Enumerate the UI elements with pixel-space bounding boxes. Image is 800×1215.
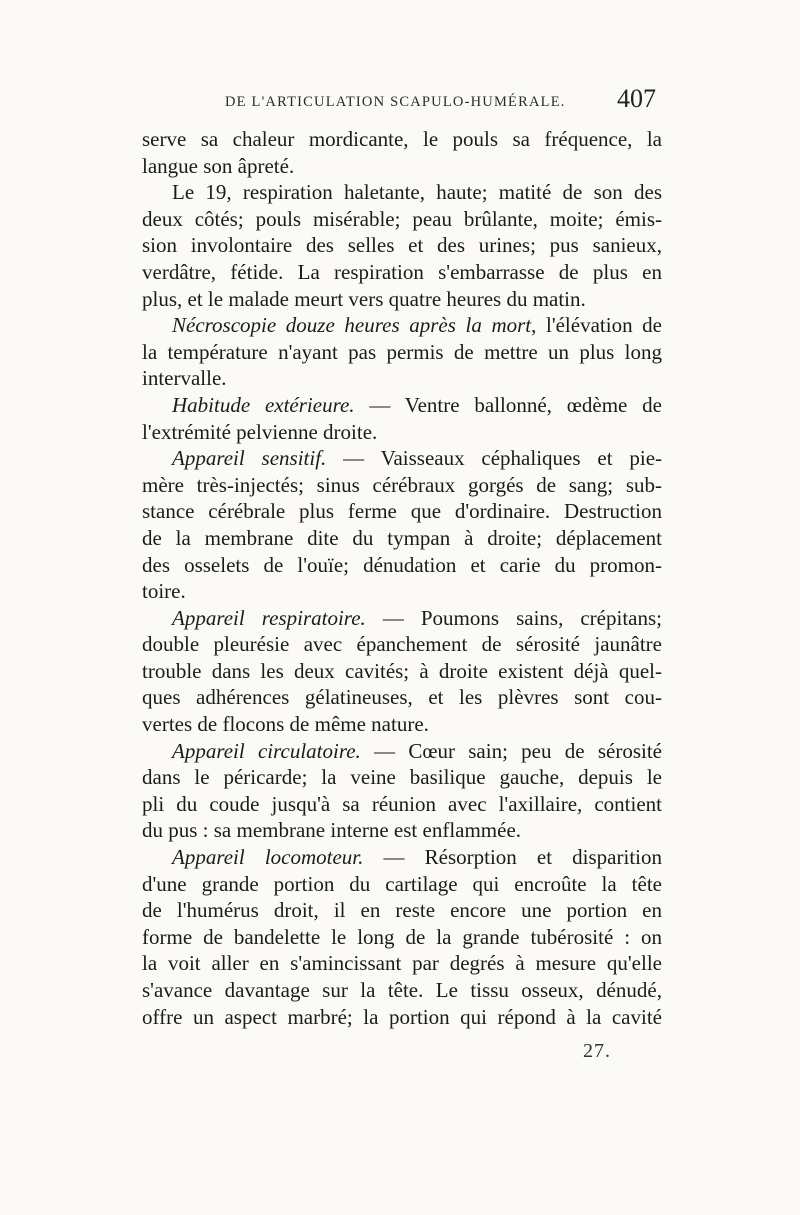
text-line bbox=[142, 631, 662, 658]
text-line bbox=[142, 764, 662, 791]
line-text: double pleurésie avec épanchement de sérosité jaunâtre bbox=[142, 632, 662, 657]
line-text: sion involontaire des selles et des urines; pus sanieux, bbox=[142, 233, 662, 258]
text-line bbox=[142, 498, 662, 525]
line-text: dans le péricarde; la veine basilique gauche, depuis le bbox=[142, 765, 662, 790]
line-text: Le 19, respiration haletante, haute; matité de son des bbox=[172, 180, 662, 205]
text-line bbox=[142, 711, 662, 738]
text-line bbox=[142, 179, 662, 206]
line-text: des osselets de l'ouïe; dénudation et carie du promon- bbox=[142, 552, 662, 577]
line-text: toire. bbox=[142, 579, 186, 604]
text-line bbox=[142, 392, 662, 419]
text-line bbox=[142, 950, 662, 977]
line-text: — Ventre ballonné, œdème de bbox=[354, 392, 662, 417]
text-line bbox=[142, 977, 662, 1004]
line-text: stance cérébrale plus ferme que d'ordinaire. Destruction bbox=[142, 499, 662, 524]
section-heading: Appareil sensitif. bbox=[172, 446, 327, 471]
line-text: trouble dans les deux cavités; à droite existent déjà quel- bbox=[142, 658, 662, 683]
text-line bbox=[142, 605, 662, 632]
line-text: deux côtés; pouls misérable; peau brûlante, moite; émis- bbox=[142, 206, 662, 231]
body-text bbox=[142, 126, 662, 1030]
line-text: mère très-injectés; sinus cérébraux gorgés de sang; sub- bbox=[142, 472, 662, 497]
text-line bbox=[142, 365, 662, 392]
text-line bbox=[142, 658, 662, 685]
line-text: offre un aspect marbré; la portion qui répond à la cavité bbox=[142, 1004, 662, 1029]
text-line bbox=[142, 578, 662, 605]
line-text: d'une grande portion du cartilage qui encroûte la tête bbox=[142, 871, 662, 896]
text-line bbox=[142, 232, 662, 259]
text-line bbox=[142, 924, 662, 951]
text-line bbox=[142, 817, 662, 844]
text-line bbox=[142, 312, 662, 339]
text-line bbox=[142, 472, 662, 499]
line-text: — Cœur sain; peu de sérosité bbox=[360, 738, 662, 763]
text-line bbox=[142, 206, 662, 233]
text-line bbox=[142, 791, 662, 818]
text-line bbox=[142, 897, 662, 924]
text-line bbox=[142, 684, 662, 711]
text-line bbox=[142, 1004, 662, 1031]
line-text: — Poumons sains, crépitans; bbox=[365, 605, 662, 630]
line-text: la voit aller en s'amincissant par degrés à mesure qu'elle bbox=[142, 951, 662, 976]
text-line bbox=[142, 552, 662, 579]
line-text: l'extrémité pelvienne droite. bbox=[142, 419, 378, 444]
section-heading: Appareil locomoteur. bbox=[172, 845, 364, 870]
text-line bbox=[142, 339, 662, 366]
line-text: serve sa chaleur mordicante, le pouls sa fréquence, la bbox=[142, 127, 662, 151]
line-text: de la membrane dite du tympan à droite; déplacement bbox=[142, 525, 662, 550]
text-line bbox=[142, 126, 662, 153]
text-line bbox=[142, 738, 662, 765]
section-heading: Appareil respiratoire. bbox=[172, 605, 366, 630]
line-text: — Vaisseaux céphaliques et pie- bbox=[326, 446, 662, 471]
section-heading: Habitude extérieure. bbox=[172, 392, 355, 417]
line-text: langue son âpreté. bbox=[142, 153, 295, 178]
section-heading: Nécroscopie douze heures après la mort bbox=[172, 313, 532, 338]
text-line bbox=[142, 844, 662, 871]
line-text: , l'élévation de bbox=[531, 313, 662, 338]
text-line bbox=[142, 419, 662, 446]
running-title: DE L'ARTICULATION SCAPULO-HUMÉRALE. bbox=[225, 94, 566, 110]
text-line bbox=[142, 525, 662, 552]
line-text: verdâtre, fétide. La respiration s'embarrasse de plus en bbox=[142, 259, 662, 284]
line-text: vertes de flocons de même nature. bbox=[142, 712, 429, 737]
signature-mark: 27. bbox=[583, 1040, 611, 1062]
line-text: pli du coude jusqu'à sa réunion avec l'axillaire, contient bbox=[142, 791, 662, 816]
text-line bbox=[142, 153, 662, 180]
line-text: intervalle. bbox=[142, 366, 227, 391]
text-line bbox=[142, 286, 662, 313]
section-heading: Appareil circulatoire. bbox=[172, 738, 361, 763]
text-line bbox=[142, 871, 662, 898]
line-text: de l'humérus droit, il en reste encore une portion en bbox=[142, 898, 662, 923]
line-text: s'avance davantage sur la tête. Le tissu osseux, dénudé, bbox=[142, 978, 662, 1002]
line-text: plus, et le malade meurt vers quatre heures du matin. bbox=[142, 286, 586, 311]
text-line bbox=[142, 445, 662, 472]
text-line bbox=[142, 259, 662, 286]
line-text: du pus : sa membrane interne est enflammée. bbox=[142, 818, 522, 843]
line-text: forme de bandelette le long de la grande tubérosité : on bbox=[142, 924, 662, 949]
line-text: ques adhérences gélatineuses, et les plèvres sont cou- bbox=[142, 685, 662, 710]
line-text: — Résorption et disparition bbox=[363, 845, 662, 870]
page-number: 407 bbox=[617, 84, 656, 113]
line-text: la température n'ayant pas permis de mettre un plus long bbox=[142, 339, 662, 364]
